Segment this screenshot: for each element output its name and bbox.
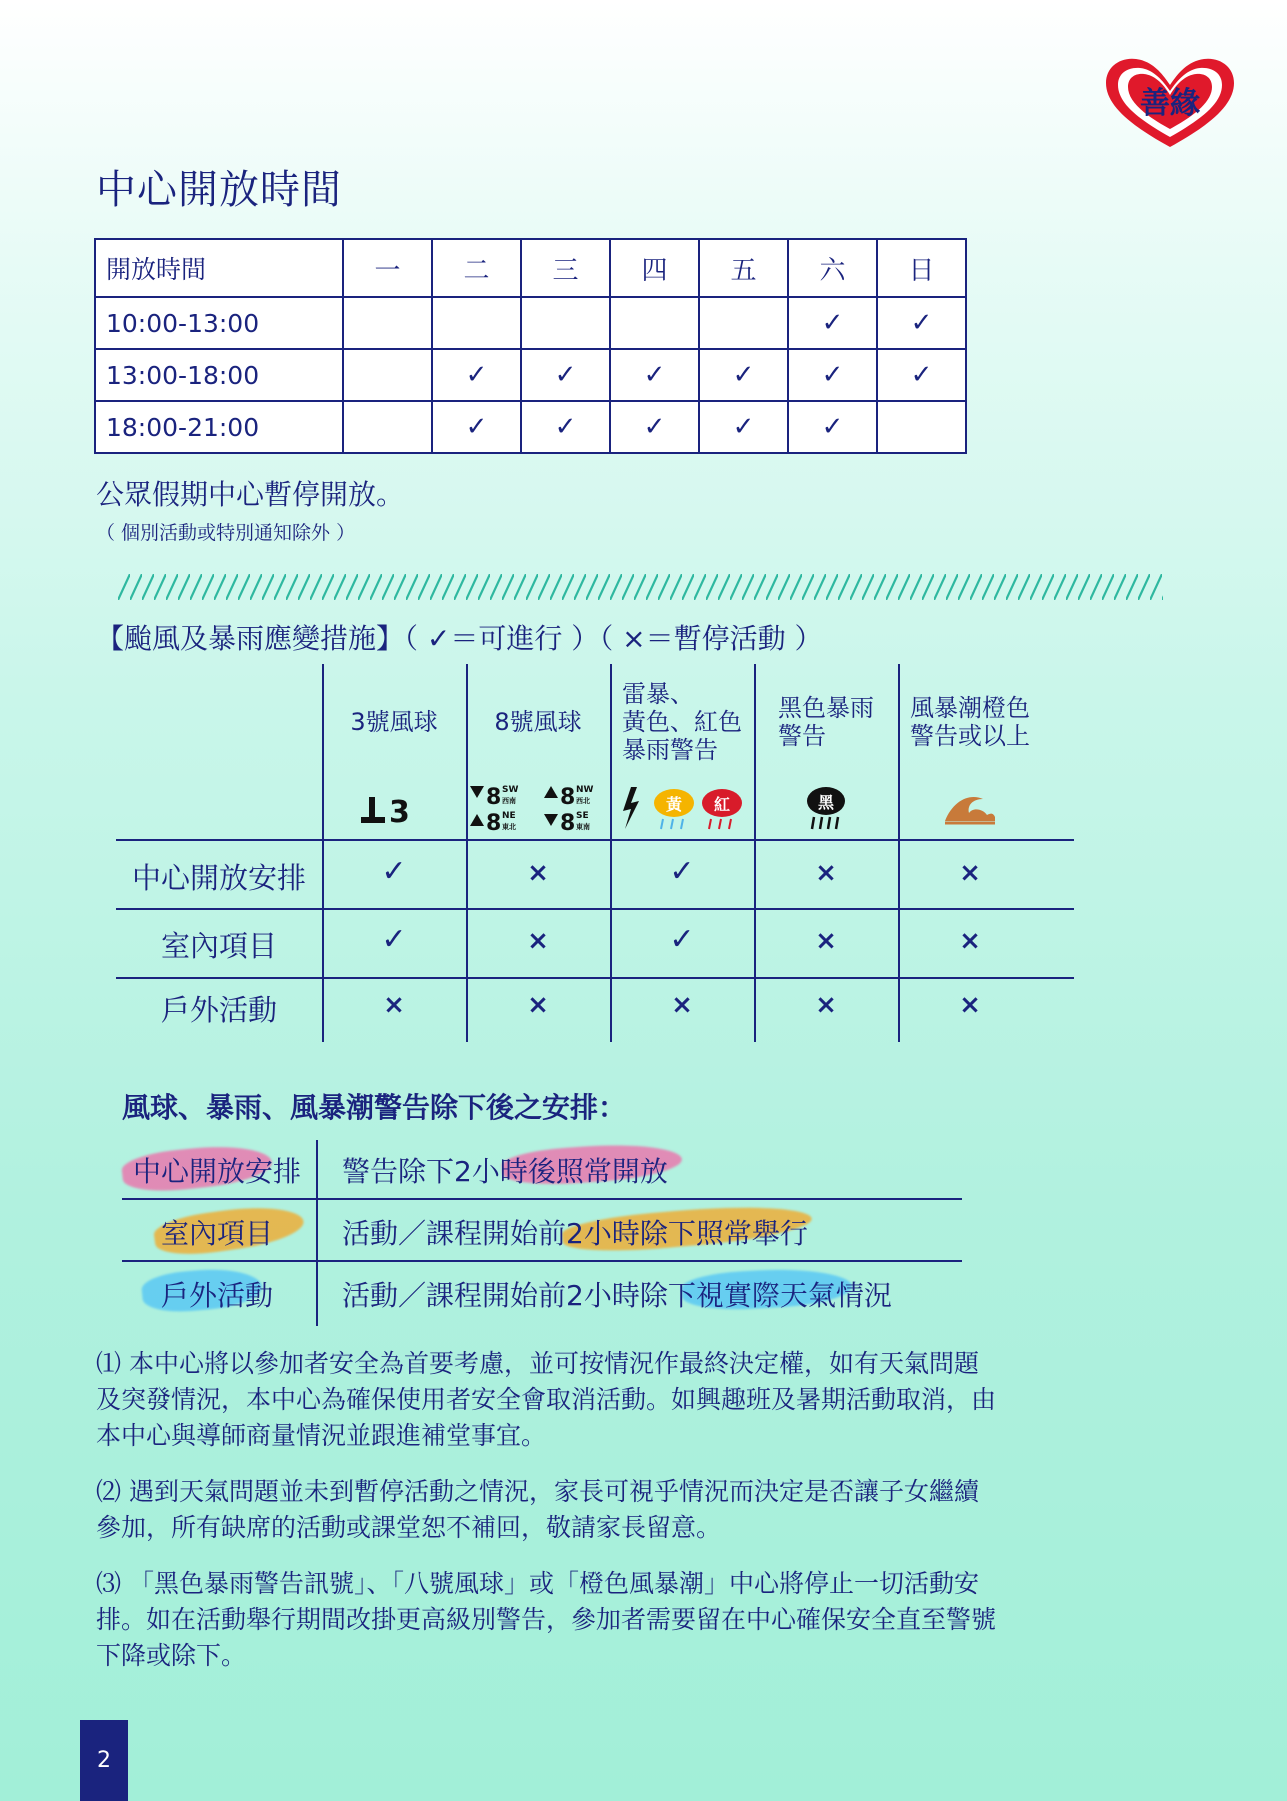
table-header-row: [95, 239, 966, 297]
svg-text:西北: 西北: [576, 797, 590, 805]
column-header-label: 風暴潮橙色 警告或以上: [910, 694, 1030, 750]
time-slot-cell: 18:00-21:00: [95, 401, 343, 453]
note-paragraph-3: ⑶ 「黑色暴雨警告訊號」、「八號風球」或「橙色風暴潮」中心將停止一切活動安排。如在活動舉行期間改掛更高級別警告，參加者需要留在中心確保安全直至警號下降或除下。: [96, 1569, 997, 1670]
table-row: [95, 401, 966, 453]
svg-text:東南: 東南: [576, 823, 590, 831]
header-cell: 開放時間: [95, 239, 343, 297]
column-header-label: 雷暴、 黃色、紅色 暴雨警告: [622, 680, 742, 764]
header-cell: 一: [343, 239, 432, 297]
page-number-text: 2: [97, 1748, 111, 1773]
row-divider: [116, 908, 1074, 910]
header-cell: 二: [432, 239, 521, 297]
header-cell: 四: [610, 239, 699, 297]
typhoon-signal-3-icon: [322, 776, 466, 840]
row-label: 戶外活動: [160, 993, 277, 1027]
column-header: [466, 672, 610, 772]
availability-cell: ✓: [610, 401, 699, 453]
status-mark: ✓: [669, 854, 695, 889]
status-mark: ×: [527, 858, 549, 888]
svg-text:NE: NE: [502, 811, 516, 821]
row-label: 中心開放安排: [132, 1155, 301, 1188]
table-row: [122, 1140, 962, 1200]
svg-text:東北: 東北: [502, 823, 516, 831]
status-mark: ×: [959, 926, 981, 956]
holiday-subnote: （ 個別活動或特別通知除外 ）: [96, 522, 356, 544]
availability-cell: ✓: [521, 401, 610, 453]
header-cell: 六: [788, 239, 877, 297]
availability-cell: [877, 401, 966, 453]
opening-hours-table: [94, 238, 967, 454]
status-mark: ×: [527, 926, 549, 956]
weather-section-title: 【颱風及暴雨應變措施】（ ✓＝可進行 ）（ ×＝暫停活動 ）: [96, 622, 823, 655]
status-mark: ×: [815, 990, 837, 1020]
svg-text:8: 8: [560, 811, 576, 834]
svg-text:SE: SE: [576, 811, 589, 821]
availability-cell: [343, 297, 432, 349]
row-divider: [116, 977, 1074, 979]
svg-text:紅: 紅: [713, 795, 731, 814]
svg-text:8: 8: [486, 785, 502, 810]
black-rainstorm-icon: [754, 776, 898, 840]
time-slot-cell: 13:00-18:00: [95, 349, 343, 401]
column-header: [610, 672, 754, 772]
availability-cell: ✓: [788, 401, 877, 453]
status-mark: ×: [527, 990, 549, 1020]
header-cell: 三: [521, 239, 610, 297]
svg-text:西南: 西南: [502, 797, 516, 805]
availability-cell: [699, 297, 788, 349]
availability-cell: [521, 297, 610, 349]
status-mark: ×: [815, 858, 837, 888]
status-mark: ✓: [669, 922, 695, 957]
header-cell: 日: [877, 239, 966, 297]
svg-text:善緣: 善緣: [1140, 86, 1200, 121]
note-paragraph-1: ⑴ 本中心將以參加者安全為首要考慮，並可按情況作最終決定權，如有天氣問題及突發情況，本中心為確保使用者安全會取消活動。如興趣班及暑期活動取消，由本中心與導師商量情況並跟進補堂事宜。: [96, 1349, 997, 1450]
svg-text:NW: NW: [576, 785, 594, 795]
availability-cell: ✓: [521, 349, 610, 401]
row-label: 中心開放安排: [131, 861, 306, 895]
row-value: 活動／課程開始前2小時除下照常舉行: [342, 1217, 808, 1250]
svg-text:8: 8: [486, 811, 502, 834]
svg-text:3: 3: [389, 795, 410, 825]
availability-cell: ✓: [699, 401, 788, 453]
column-header: [898, 672, 1042, 772]
availability-cell: [610, 297, 699, 349]
page-number: [80, 1720, 128, 1801]
availability-cell: [432, 297, 521, 349]
availability-cell: ✓: [699, 349, 788, 401]
availability-cell: ✓: [788, 297, 877, 349]
weather-arrangement-table: [116, 664, 1076, 1042]
note-paragraph-2: ⑵ 遇到天氣問題並未到暫停活動之情況，家長可視乎情況而決定是否讓子女繼續參加，所有缺席的活動或課堂恕不補回，敬請家長留意。: [96, 1477, 979, 1542]
status-mark: ×: [671, 990, 693, 1020]
availability-cell: ✓: [877, 349, 966, 401]
page-title: 中心開放時間: [96, 167, 342, 213]
status-mark: ×: [815, 926, 837, 956]
availability-cell: ✓: [788, 349, 877, 401]
availability-cell: ✓: [432, 349, 521, 401]
column-header-label: 8號風球: [494, 708, 582, 736]
status-mark: ×: [959, 858, 981, 888]
svg-text:黑: 黑: [817, 793, 835, 812]
organization-logo: [1100, 55, 1240, 155]
column-header-label: 3號風球: [350, 708, 438, 736]
svg-text:SW: SW: [502, 785, 519, 795]
thunderstorm-amber-red-rain-icon: [610, 776, 754, 840]
svg-text:8: 8: [560, 785, 576, 810]
table-row: [122, 1202, 962, 1262]
table-row: [95, 349, 966, 401]
typhoon-signal-8-icon: [466, 776, 610, 840]
row-label: 室內項目: [160, 929, 277, 963]
header-cell: 五: [699, 239, 788, 297]
table-row: [122, 1264, 962, 1324]
availability-cell: ✓: [877, 297, 966, 349]
status-mark: ✓: [381, 854, 407, 889]
column-header: [322, 672, 466, 772]
column-header-label: 黑色暴雨 警告: [778, 694, 874, 750]
row-value: 活動／課程開始前2小時除下視實際天氣情況: [342, 1279, 892, 1312]
column-header: [754, 672, 898, 772]
post-warning-table: [122, 1140, 962, 1326]
table-row: [95, 297, 966, 349]
availability-cell: ✓: [432, 401, 521, 453]
status-mark: ×: [959, 990, 981, 1020]
availability-cell: [343, 349, 432, 401]
row-label: 室內項目: [160, 1217, 273, 1250]
row-value: 警告除下2小時後照常開放: [342, 1155, 668, 1188]
availability-cell: [343, 401, 432, 453]
hatched-divider: [118, 574, 1163, 600]
availability-cell: ✓: [610, 349, 699, 401]
post-warning-title: 風球、暴雨、風暴潮警告除下後之安排：: [122, 1091, 627, 1124]
holiday-note: 公眾假期中心暫停開放。: [96, 478, 405, 511]
row-label: 戶外活動: [160, 1279, 273, 1312]
time-slot-cell: 10:00-13:00: [95, 297, 343, 349]
status-mark: ×: [383, 990, 405, 1020]
status-mark: ✓: [381, 922, 407, 957]
storm-surge-icon: [898, 776, 1042, 840]
svg-text:黃: 黃: [665, 795, 683, 814]
